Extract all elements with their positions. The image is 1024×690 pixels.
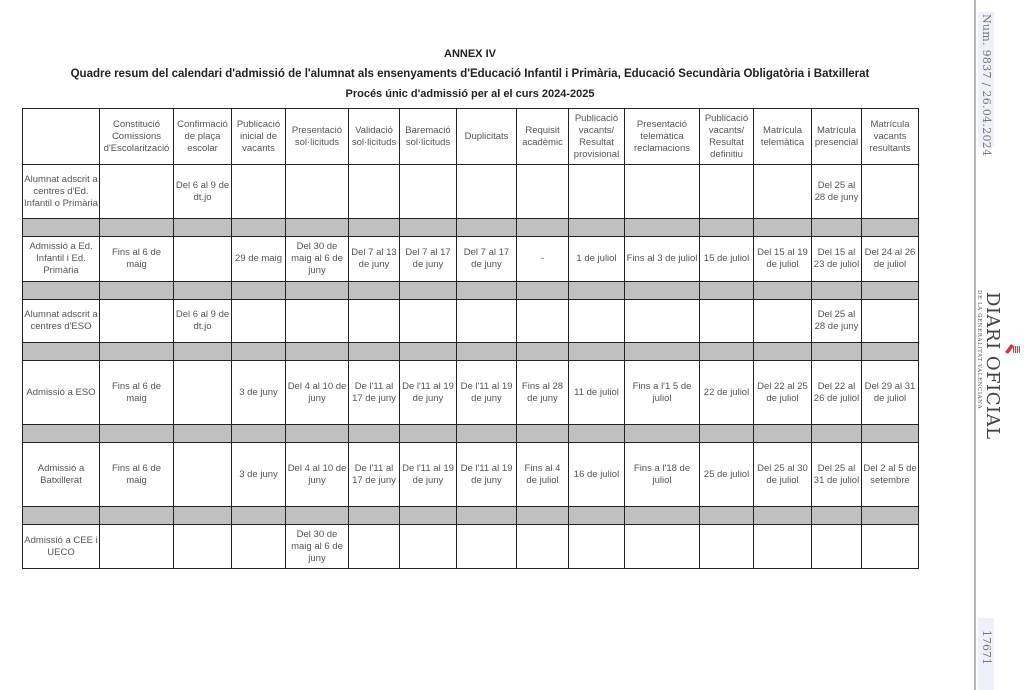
- document-title: Quadre resum del calendari d'admissió de l'alumnat als ensenyaments d'Educació Infantil i Primària, Educació Secundària Obligatòria i Batxillerat: [70, 68, 870, 80]
- separator-cell: [349, 343, 400, 361]
- separator-cell: [700, 343, 754, 361]
- date-cell: Del 30 de maig al 6 de juny: [286, 237, 349, 282]
- journal-subtitle: DE LA GENERALITAT VALENCIANA: [976, 290, 982, 410]
- separator-cell: [457, 343, 517, 361]
- date-cell: [457, 300, 517, 343]
- separator-cell: [100, 219, 174, 237]
- header-row: [23, 109, 919, 165]
- separator-cell: [517, 282, 569, 300]
- date-cell: Fins al 4 de juliol: [517, 443, 569, 507]
- column-header: Presentació telemàtica reclamacions: [625, 109, 700, 165]
- separator-cell: [400, 507, 457, 525]
- separator-cell: [400, 343, 457, 361]
- date-cell: Del 4 al 10 de juny: [286, 361, 349, 425]
- date-cell: Del 25 al 31 de juliol: [812, 443, 862, 507]
- column-header: Duplicitats: [457, 109, 517, 165]
- column-header: Baremació sol·licituds: [400, 109, 457, 165]
- date-cell: 3 de juny: [232, 443, 286, 507]
- date-cell: Fins a l'1 5 de juliol: [625, 361, 700, 425]
- date-cell: Del 4 al 10 de juny: [286, 443, 349, 507]
- annex-label: ANNEX IV: [444, 48, 496, 60]
- separator-cell: [754, 425, 812, 443]
- date-cell: [400, 300, 457, 343]
- separator-row: [23, 219, 919, 237]
- separator-cell: [286, 219, 349, 237]
- separator-row: [23, 425, 919, 443]
- date-cell: [232, 525, 286, 569]
- date-cell: [517, 165, 569, 219]
- separator-cell: [174, 425, 232, 443]
- date-cell: Del 25 al 28 de juny: [812, 165, 862, 219]
- separator-cell: [569, 343, 625, 361]
- separator-cell: [100, 507, 174, 525]
- date-cell: 29 de maig: [232, 237, 286, 282]
- row-header-cell: Admissió a ESO: [23, 361, 100, 425]
- separator-cell: [862, 219, 919, 237]
- column-header: Publicació vacants/ Resultat definitiu: [700, 109, 754, 165]
- row-header-cell: Alumnat adscrit a centres d'ESO: [23, 300, 100, 343]
- column-header: Publicació inicial de vacants: [232, 109, 286, 165]
- date-cell: De l'11 al 19 de juny: [400, 443, 457, 507]
- separator-cell: [100, 343, 174, 361]
- separator-cell: [517, 343, 569, 361]
- journal-name: DIARI OFICIAL: [982, 292, 1003, 440]
- row-header-cell: Admissió a CEE i UECO: [23, 525, 100, 569]
- column-header: Validació sol·licituds: [349, 109, 400, 165]
- column-header: Publicació vacants/ Resultat provisional: [569, 109, 625, 165]
- date-cell: Del 22 al 25 de juliol: [754, 361, 812, 425]
- date-cell: [174, 525, 232, 569]
- separator-cell: [286, 343, 349, 361]
- date-cell: [700, 525, 754, 569]
- row-header-cell: Admissió a Batxillerat: [23, 443, 100, 507]
- date-cell: Fins al 3 de juliol: [625, 237, 700, 282]
- date-cell: [232, 165, 286, 219]
- page-number: 17671: [980, 630, 993, 665]
- table-row: [23, 300, 919, 343]
- separator-cell: [23, 343, 100, 361]
- date-cell: De l'11 al 17 de juny: [349, 361, 400, 425]
- separator-cell: [625, 219, 700, 237]
- separator-cell: [400, 219, 457, 237]
- row-header-cell: Admissió a Ed. Infantil i Ed. Primària: [23, 237, 100, 282]
- separator-row: [23, 507, 919, 525]
- date-cell: De l'11 al 17 de juny: [349, 443, 400, 507]
- separator-cell: [754, 219, 812, 237]
- separator-cell: [754, 282, 812, 300]
- separator-cell: [100, 425, 174, 443]
- date-cell: Del 22 al 26 de juliol: [812, 361, 862, 425]
- date-cell: Fins al 6 de maig: [100, 237, 174, 282]
- date-cell: [625, 165, 700, 219]
- separator-cell: [754, 507, 812, 525]
- date-cell: [232, 300, 286, 343]
- column-header: Constitució Comissions d'Escolarització: [100, 109, 174, 165]
- separator-cell: [812, 507, 862, 525]
- separator-cell: [400, 425, 457, 443]
- separator-cell: [349, 425, 400, 443]
- separator-cell: [23, 507, 100, 525]
- date-cell: De l'11 al 19 de juny: [457, 443, 517, 507]
- date-cell: Del 2 al 5 de setembre: [862, 443, 919, 507]
- separator-cell: [174, 219, 232, 237]
- date-cell: Del 7 al 17 de juny: [400, 237, 457, 282]
- date-cell: De l'11 al 19 de juny: [400, 361, 457, 425]
- date-cell: Del 7 al 13 de juny: [349, 237, 400, 282]
- separator-cell: [400, 282, 457, 300]
- date-cell: [569, 525, 625, 569]
- date-cell: 25 de juliol: [700, 443, 754, 507]
- date-cell: [286, 165, 349, 219]
- admission-calendar-table: [22, 108, 919, 569]
- separator-cell: [862, 343, 919, 361]
- separator-cell: [625, 507, 700, 525]
- column-header: Confirmació de plaça escolar: [174, 109, 232, 165]
- separator-cell: [517, 425, 569, 443]
- separator-row: [23, 343, 919, 361]
- separator-cell: [232, 219, 286, 237]
- date-cell: [754, 165, 812, 219]
- separator-cell: [457, 219, 517, 237]
- separator-cell: [100, 282, 174, 300]
- date-cell: 15 de juliol: [700, 237, 754, 282]
- date-cell: [400, 525, 457, 569]
- date-cell: 22 de juliol: [700, 361, 754, 425]
- separator-cell: [812, 425, 862, 443]
- date-cell: Fins a l'18 de juliol: [625, 443, 700, 507]
- date-cell: [569, 165, 625, 219]
- separator-cell: [174, 282, 232, 300]
- separator-cell: [349, 282, 400, 300]
- separator-cell: [569, 282, 625, 300]
- separator-cell: [286, 507, 349, 525]
- date-cell: [625, 525, 700, 569]
- date-cell: Del 30 de maig al 6 de juny: [286, 525, 349, 569]
- document-subtitle: Procés únic d'admissió per al el curs 2024-2025: [345, 88, 595, 100]
- date-cell: [754, 525, 812, 569]
- separator-cell: [700, 425, 754, 443]
- date-cell: [100, 525, 174, 569]
- separator-cell: [232, 343, 286, 361]
- separator-cell: [457, 282, 517, 300]
- date-cell: [517, 525, 569, 569]
- date-cell: -: [517, 237, 569, 282]
- separator-cell: [349, 219, 400, 237]
- separator-row: [23, 282, 919, 300]
- date-cell: Del 7 al 17 de juny: [457, 237, 517, 282]
- date-cell: [457, 165, 517, 219]
- date-cell: [700, 165, 754, 219]
- date-cell: Del 24 al 26 de juliol: [862, 237, 919, 282]
- column-header: Requisit acadèmic: [517, 109, 569, 165]
- date-cell: De l'11 al 19 de juny: [457, 361, 517, 425]
- date-cell: [100, 165, 174, 219]
- table-row: [23, 361, 919, 425]
- date-cell: [812, 525, 862, 569]
- separator-cell: [517, 219, 569, 237]
- date-cell: [517, 300, 569, 343]
- separator-cell: [700, 507, 754, 525]
- date-cell: [400, 165, 457, 219]
- date-cell: [457, 525, 517, 569]
- separator-cell: [862, 425, 919, 443]
- date-cell: 3 de juny: [232, 361, 286, 425]
- date-cell: Del 6 al 9 de dt.jo: [174, 300, 232, 343]
- date-cell: [286, 300, 349, 343]
- date-cell: [754, 300, 812, 343]
- date-cell: Del 15 al 23 de juliol: [812, 237, 862, 282]
- separator-cell: [232, 507, 286, 525]
- table-row: [23, 443, 919, 507]
- separator-cell: [174, 507, 232, 525]
- separator-cell: [862, 282, 919, 300]
- separator-cell: [23, 282, 100, 300]
- separator-cell: [286, 282, 349, 300]
- date-cell: [625, 300, 700, 343]
- date-cell: [349, 525, 400, 569]
- date-cell: [100, 300, 174, 343]
- date-cell: 11 de juliol: [569, 361, 625, 425]
- column-header: Matrícula telemàtica: [754, 109, 812, 165]
- separator-cell: [700, 219, 754, 237]
- separator-cell: [569, 425, 625, 443]
- column-header: Matrícula vacants resultants: [862, 109, 919, 165]
- separator-cell: [517, 507, 569, 525]
- separator-cell: [862, 507, 919, 525]
- issue-number-date: Num. 9837 / 26.04.2024: [980, 14, 993, 157]
- separator-cell: [625, 343, 700, 361]
- date-cell: 1 de juliol: [569, 237, 625, 282]
- row-header-cell: Alumnat adscrit a centres d'Ed. Infantil o Primària: [23, 165, 100, 219]
- column-header: Presentació sol·licituds: [286, 109, 349, 165]
- separator-cell: [812, 282, 862, 300]
- separator-cell: [457, 425, 517, 443]
- date-cell: Del 29 al 31 de juliol: [862, 361, 919, 425]
- date-cell: [174, 361, 232, 425]
- column-header: Matrícula presencial: [812, 109, 862, 165]
- date-cell: Del 15 al 19 de juliol: [754, 237, 812, 282]
- date-cell: [174, 237, 232, 282]
- table-row: [23, 165, 919, 219]
- separator-cell: [457, 507, 517, 525]
- separator-cell: [812, 343, 862, 361]
- date-cell: 16 de juliol: [569, 443, 625, 507]
- table-row: [23, 237, 919, 282]
- date-cell: [700, 300, 754, 343]
- date-cell: Del 6 al 9 de dt.jo: [174, 165, 232, 219]
- table-row: [23, 525, 919, 569]
- date-cell: Del 25 al 28 de juny: [812, 300, 862, 343]
- date-cell: [349, 165, 400, 219]
- separator-cell: [174, 343, 232, 361]
- date-cell: [862, 300, 919, 343]
- separator-cell: [349, 507, 400, 525]
- separator-cell: [232, 282, 286, 300]
- separator-cell: [286, 425, 349, 443]
- separator-cell: [625, 282, 700, 300]
- separator-cell: [625, 425, 700, 443]
- separator-cell: [232, 425, 286, 443]
- separator-cell: [700, 282, 754, 300]
- date-cell: Fins al 28 de juny: [517, 361, 569, 425]
- date-cell: Fins al 6 de maig: [100, 443, 174, 507]
- date-cell: Del 25 al 30 de juliol: [754, 443, 812, 507]
- date-cell: Fins al 6 de maig: [100, 361, 174, 425]
- document-header: [22, 46, 918, 102]
- separator-cell: [569, 507, 625, 525]
- separator-cell: [569, 219, 625, 237]
- corner-header-cell: [23, 109, 100, 165]
- date-cell: [862, 525, 919, 569]
- separator-cell: [23, 425, 100, 443]
- date-cell: [174, 443, 232, 507]
- generalitat-emblem-icon: [1003, 342, 1021, 356]
- date-cell: [569, 300, 625, 343]
- separator-cell: [23, 219, 100, 237]
- separator-cell: [754, 343, 812, 361]
- separator-cell: [812, 219, 862, 237]
- date-cell: [862, 165, 919, 219]
- date-cell: [349, 300, 400, 343]
